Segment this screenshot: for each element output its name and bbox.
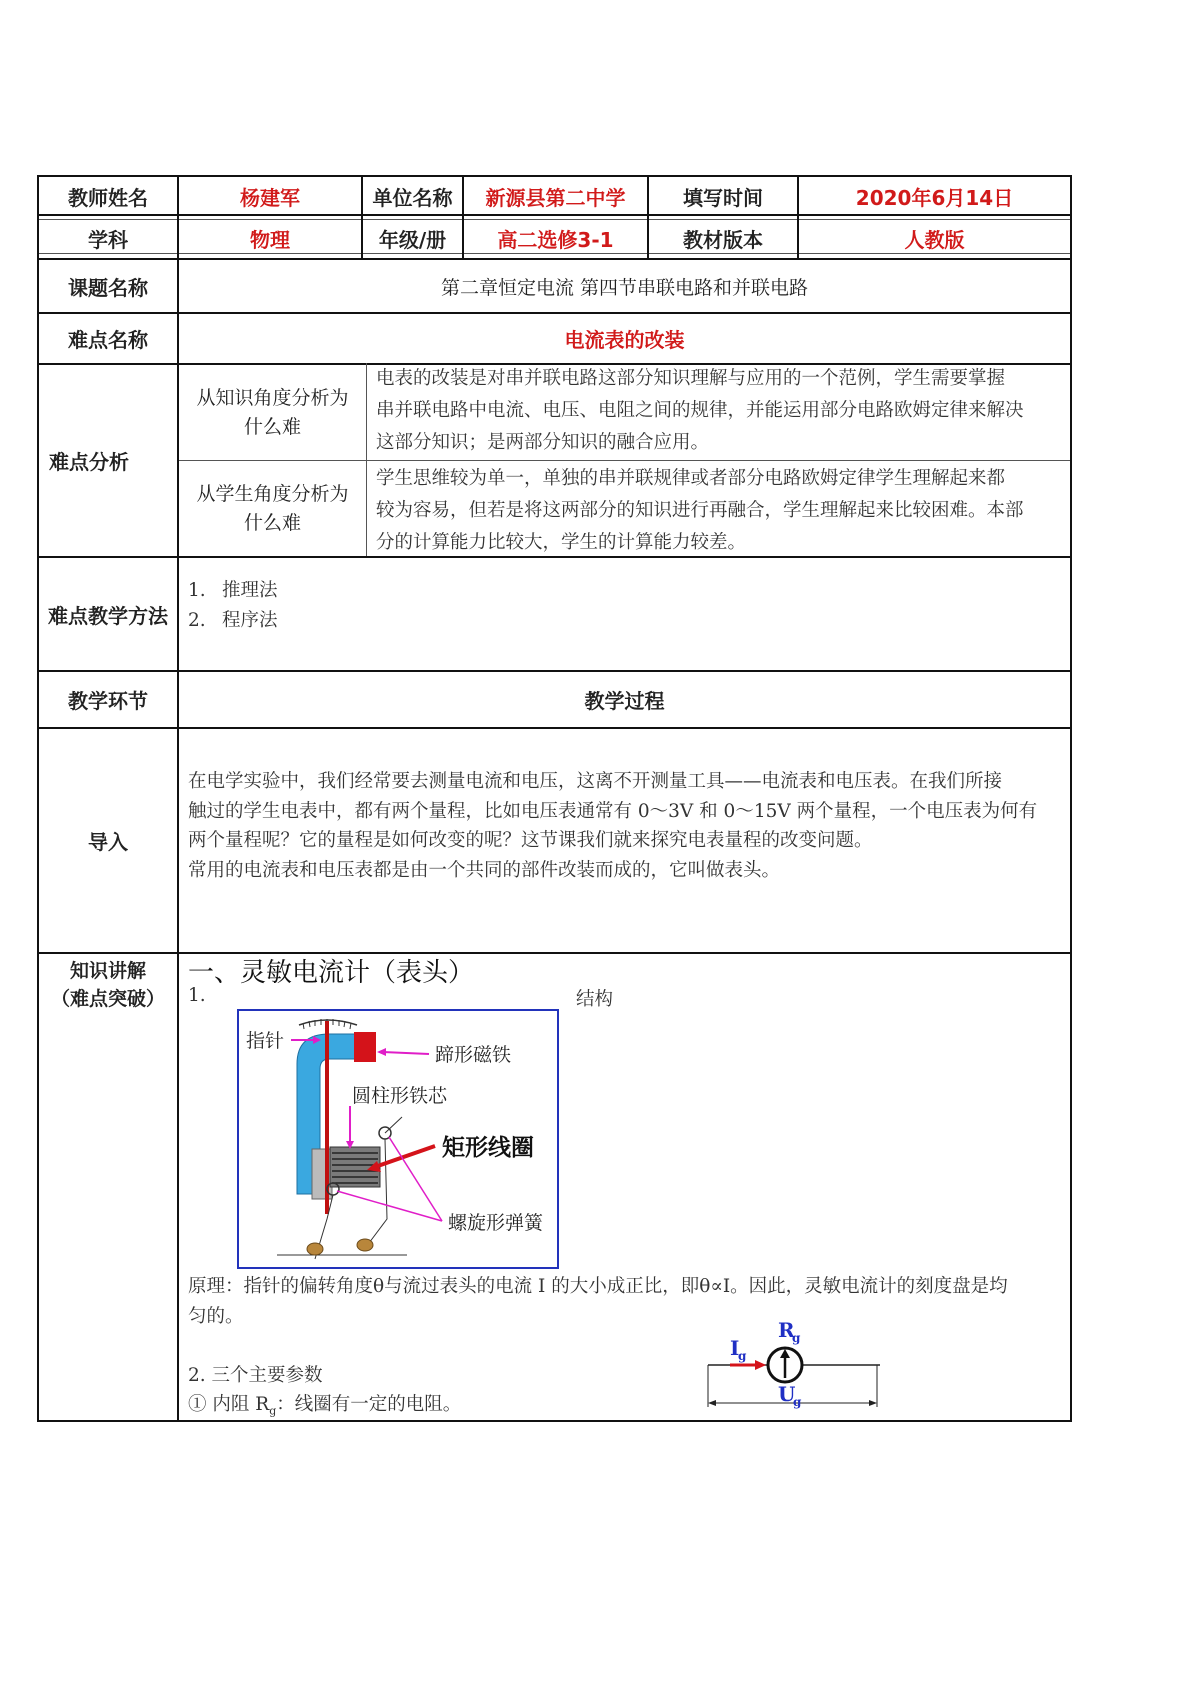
unit-label: 单位名称 [372,185,453,210]
student-angle-label: 从学生角度分析为 什么难 [196,482,349,534]
subject-label: 学科 [88,227,128,252]
label-coil: 矩形线圈 [442,1135,534,1161]
unit-value: 新源县第二中学 [485,185,626,210]
methods-label: 难点教学方法 [48,603,168,628]
symbol-U-sub: g [793,1395,802,1409]
methods-list [188,576,278,636]
grade-label: 年级/册 [378,227,447,252]
topic-label: 课题名称 [68,275,148,300]
topic-value: 第二章恒定电流 第四节串联电路和并联电路 [440,276,809,299]
intro-label: 导入 [88,830,128,854]
grade-value: 高二选修3-1 [497,227,614,252]
list-item: 2. 程序法 [188,610,278,631]
label-core: 圆柱形铁芯 [352,1085,448,1107]
symbol-I: I [730,1336,740,1360]
subject-value: 物理 [250,227,290,252]
label-magnet: 蹄形磁铁 [435,1044,512,1066]
symbol-I-sub: g [738,1349,747,1363]
section-heading: 一、灵敏电流计（表头） [188,958,475,988]
principle-text: 原理：指针的偏转角度θ与流过表头的电流 I 的大小成正比，即θ∝I。因此，灵敏电流计的刻度盘是均 匀的。 [188,1276,1008,1327]
edition-label: 教材版本 [683,227,763,252]
difficulty-value: 电流表的改装 [564,328,685,352]
galvanometer-diagram [237,1009,559,1269]
label-pointer: 指针 [246,1030,285,1052]
process-label: 教学环节 [68,689,148,713]
galvanometer-circuit-symbol [700,1315,885,1415]
time-label: 填写时间 [683,185,763,210]
edition-value: 人教版 [904,227,965,252]
label-spring: 螺旋形弹簧 [448,1212,544,1234]
item1-text: 结构 [576,989,614,1010]
student-angle-text: 学生思维较为单一，单独的串并联规律或者部分电路欧姆定律学生理解起来都 较为容易，但若是将这两部分的知识进行再融合，学生理解起来比较困难。本部 分的计算能力比较大，学生的计算能力较差。 [376,468,1024,553]
teacher-value: 杨建军 [240,185,300,210]
difficulty-label: 难点名称 [68,328,148,352]
symbol-U: U [778,1382,796,1406]
symbol-R: R [778,1318,795,1342]
teacher-label: 教师姓名 [68,185,148,210]
params-heading: 2. 三个主要参数 [188,1365,323,1386]
knowledge-angle-label: 从知识角度分析为 什么难 [196,386,349,438]
knowledge-label: 知识讲解 （难点突破） [50,960,165,1010]
list-item: 1. 推理法 [188,580,278,601]
symbol-R-sub: g [792,1331,801,1345]
time-value: 2020年6月14日 [855,185,1014,210]
analysis-label: 难点分析 [49,450,129,474]
param1: ① 内阻 $R_g$：线圈有一定的电阻。 [188,1394,462,1418]
item1-num: 1. [188,985,206,1006]
process-title: 教学过程 [584,689,665,713]
knowledge-angle-text: 电表的改装是对串并联电路这部分知识理解与应用的一个范例，学生需要掌握 串并联电路中电流、电压、电阻之间的规律，并能运用部分电路欧姆定律来解决 这部分知识；是两部分知识的融合应用。 [376,368,1024,453]
intro-text: 在电学实验中，我们经常要去测量电流和电压，这离不开测量工具——电流表和电压表。在我们所接 触过的学生电表中，都有两个量程，比如电压表通常有 0～3V 和 0～15V 两个量程，一个电压表为何有 两个量程呢？它的量程是如何改变的呢？这节课我们就来探究电表量程的改变问题。 常用的电流表和电压表都是由一个共同的部件改装而成的，它叫做表头。 [188,771,1038,881]
